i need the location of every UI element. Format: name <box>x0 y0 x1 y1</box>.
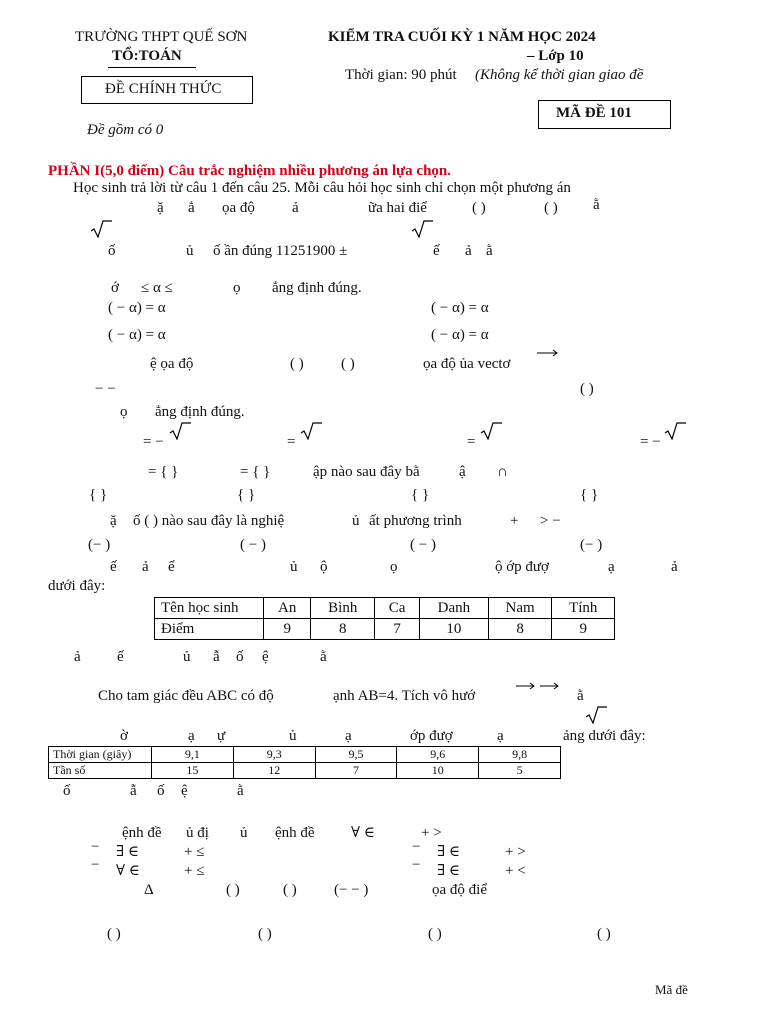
q6-set-b: = { } <box>240 464 271 480</box>
table-row <box>49 747 561 763</box>
q5-fragment: ẳng định đúng. <box>155 404 245 420</box>
table-row-label: Điểm <box>155 619 264 640</box>
q9-fragment: ế <box>117 649 124 665</box>
q13-fragment: ủ <box>240 825 248 841</box>
footer-code-label: Mã đề <box>655 982 688 997</box>
q6-option-c: { } <box>411 487 430 503</box>
q13-fragment: ủ đị <box>186 825 209 841</box>
q5-option-d: = − <box>640 434 661 450</box>
q8-fragment: ả <box>142 559 149 575</box>
q8-fragment: ủ <box>290 559 298 575</box>
q13-fragment: + > <box>421 825 442 841</box>
table-cell: 7 <box>315 763 397 779</box>
q3-option-b: ( − α) = α <box>431 300 489 316</box>
q6-option-a: { } <box>89 487 108 503</box>
q13-option-c: + > <box>505 844 526 860</box>
q8-fragment: ả <box>671 559 678 575</box>
table-cell: 12 <box>233 763 315 779</box>
exam-title: KIỂM TRA CUỐI KỲ 1 NĂM HỌC 2024 <box>328 29 596 45</box>
sqrt-icon <box>411 220 433 238</box>
table-header-cell: Ca <box>375 598 420 619</box>
q4-fragment: − − <box>95 381 116 397</box>
q6-fragment: ậ <box>459 464 466 480</box>
dept-underline <box>108 67 196 68</box>
q11-fragment: ạ <box>497 728 504 744</box>
q7-fragment: > − <box>540 513 561 529</box>
table-cell: 5 <box>479 763 561 779</box>
table-header-cell: 9,3 <box>233 747 315 763</box>
q6-fragment: ∩ <box>497 464 508 480</box>
q2-fragment: ố <box>108 243 116 259</box>
q9-fragment: ẫ <box>213 649 220 665</box>
pages-note: Đề gồm có 0 <box>87 122 164 138</box>
sqrt-icon <box>664 422 686 440</box>
table-cell: 10 <box>397 763 479 779</box>
sqrt-icon <box>90 220 112 238</box>
sqrt-icon <box>480 422 502 440</box>
q4-point-a: ( ) <box>290 356 304 372</box>
q1-fragment: ằ <box>593 197 600 213</box>
q6-fragment: ập nào sau đây bằ <box>313 464 420 480</box>
q13-fragment: ∀ ∈ <box>351 825 375 841</box>
q8-fragment: ộ <box>320 559 328 575</box>
q10-fragment: Cho tam giác đều ABC có độ <box>98 688 274 704</box>
q13-fragment: ệnh đề <box>122 825 162 841</box>
q8-fragment: ộ ớp đượ <box>495 559 549 575</box>
table-cell: 7 <box>375 619 420 640</box>
table-cell: 10 <box>419 619 488 640</box>
q7-fragment: ủ <box>352 513 360 529</box>
q3-fragment: ọ <box>233 280 241 296</box>
q4-point-b: ( ) <box>341 356 355 372</box>
q1-fragment: ả <box>292 200 299 216</box>
q1-point-a: ( ) <box>472 200 486 216</box>
q12-fragment: ố <box>157 783 165 799</box>
q1-point-b: ( ) <box>544 200 558 216</box>
q8-fragment: dưới đây: <box>48 578 106 594</box>
q3-option-c: ( − α) = α <box>108 327 166 343</box>
q13-option-a: − <box>91 839 100 855</box>
q3-fragment: ớ <box>111 280 119 296</box>
q11-fragment: ảng dưới đây: <box>563 728 646 744</box>
q1-fragment: ặ <box>157 200 164 216</box>
q7-fragment: ố ( ) nào sau đây là nghiệ <box>133 513 285 529</box>
q11-fragment: ớp đượ <box>410 728 453 744</box>
q11-fragment: ự <box>217 728 226 744</box>
q3-option-d: ( − α) = α <box>431 327 489 343</box>
q13-option-d: ∃ ∈ <box>437 863 460 879</box>
part1-title: PHẦN I(5,0 điểm) Câu trắc nghiệm nhiều phương án lựa chọn. <box>48 163 452 179</box>
q13-fragment: ệnh đề <box>275 825 315 841</box>
q5-option-b: = <box>287 434 296 450</box>
q4-answer: ( ) <box>580 381 594 397</box>
part1-instruction: Học sinh trả lời từ câu 1 đến câu 25. Mỗi câu hỏi học sinh chỉ chọn một phương án <box>73 180 571 196</box>
table-header-cell: Bình <box>311 598 375 619</box>
q2-fragment: ố ần đúng 11251900 ± <box>213 243 348 259</box>
table-cell: 9 <box>264 619 311 640</box>
q3-option-a: ( − α) = α <box>108 300 166 316</box>
table-header-cell: 9,5 <box>315 747 397 763</box>
table-cell: 9 <box>552 619 615 640</box>
q12-fragment: ẫ <box>130 783 137 799</box>
q5-option-a: = − <box>143 434 164 450</box>
q1-fragment: ữa hai điể <box>368 200 427 216</box>
q9-fragment: ả <box>74 649 81 665</box>
q13-option-b: ∀ ∈ <box>116 863 140 879</box>
q14-option-c: ( ) <box>428 926 442 942</box>
q9-fragment: ố <box>236 649 244 665</box>
q8-fragment: ạ <box>608 559 615 575</box>
q11-fragment: ạ <box>188 728 195 744</box>
q14-option-d: ( ) <box>597 926 611 942</box>
q2-fragment: ả <box>465 243 472 259</box>
q12-fragment: ố <box>63 783 71 799</box>
school-name: TRƯỜNG THPT QUẾ SƠN <box>75 29 248 45</box>
official-label: ĐỀ CHÍNH THỨC <box>105 81 222 97</box>
q14-option-b: ( ) <box>258 926 272 942</box>
q7-fragment: ặ <box>110 513 117 529</box>
q7-option-d: (− ) <box>580 537 603 553</box>
q1-fragment: ẳ <box>188 200 195 216</box>
q8-fragment: ọ <box>390 559 398 575</box>
q7-option-a: (− ) <box>88 537 111 553</box>
q9-fragment: ủ <box>183 649 191 665</box>
table-row <box>155 598 615 619</box>
q12-fragment: ằ <box>237 783 244 799</box>
table-row-label: Tần số <box>49 763 152 779</box>
q13-option-c: − <box>412 839 421 855</box>
q13-option-b: − <box>91 857 100 873</box>
table-cell: 15 <box>152 763 234 779</box>
vector-arrow-icon <box>537 349 559 357</box>
q13-option-b: + ≤ <box>184 863 205 879</box>
table-header-cell: 9,1 <box>152 747 234 763</box>
q1-fragment: ọa độ <box>222 200 255 216</box>
q3-fragment: ≤ α ≤ <box>141 280 173 296</box>
table-header-cell: Danh <box>419 598 488 619</box>
q8-fragment: ể <box>168 559 175 575</box>
table-row <box>49 763 561 779</box>
table-cell: 8 <box>311 619 375 640</box>
q14-fragment: ọa độ điể <box>432 882 487 898</box>
q4-fragment: ệ ọa độ <box>150 356 194 372</box>
table-cell: 8 <box>488 619 552 640</box>
table-row <box>155 619 615 640</box>
q14-fragment: Δ <box>144 882 154 898</box>
q13-option-c: ∃ ∈ <box>437 844 460 860</box>
exam-time-note: (Không kể thời gian giao đề <box>475 67 644 83</box>
q4-fragment: ọa độ ủa vectơ <box>423 356 511 372</box>
q6-option-d: { } <box>580 487 599 503</box>
q10-fragment: ạnh AB=4. Tích vô hướ <box>333 688 476 704</box>
q6-option-b: { } <box>237 487 256 503</box>
sqrt-icon <box>300 422 322 440</box>
q7-option-b: ( − ) <box>240 537 266 553</box>
table-header-cell: Tính <box>552 598 615 619</box>
q12-fragment: ệ <box>181 783 188 799</box>
q2-fragment: ủ <box>186 243 194 259</box>
q14-point-a: ( ) <box>226 882 240 898</box>
q6-set-a: = { } <box>148 464 179 480</box>
q14-point-b: ( ) <box>283 882 297 898</box>
department-name: TỔ:TOÁN <box>112 48 182 64</box>
q9-fragment: ệ <box>262 649 269 665</box>
q11-fragment: ờ <box>120 728 128 744</box>
q8-fragment: ế <box>110 559 117 575</box>
q14-option-a: ( ) <box>107 926 121 942</box>
q14-point-c: (− − ) <box>334 882 369 898</box>
q7-option-c: ( − ) <box>410 537 436 553</box>
q7-fragment: ất phương trình <box>369 513 462 529</box>
q11-fragment: ạ <box>345 728 352 744</box>
table-header-cell: 9,6 <box>397 747 479 763</box>
sqrt-icon <box>169 422 191 440</box>
table-header-cell: An <box>264 598 311 619</box>
table-header-cell: Nam <box>488 598 552 619</box>
vector-arrow-icon <box>516 682 560 690</box>
table-header-cell: 9,8 <box>479 747 561 763</box>
q5-fragment: ọ <box>120 404 128 420</box>
q3-fragment: ẳng định đúng. <box>272 280 362 296</box>
time-frequency-table <box>48 746 561 779</box>
sqrt-icon <box>585 706 607 724</box>
exam-time: Thời gian: 90 phút <box>345 67 457 83</box>
table-header-cell: Thời gian (giây) <box>49 747 152 763</box>
q13-option-d: − <box>412 857 421 873</box>
exam-grade: – Lớp 10 <box>527 48 584 64</box>
q10-fragment: ằ <box>577 688 584 704</box>
table-header-cell: Tên học sinh <box>155 598 264 619</box>
q7-fragment: + <box>510 513 519 529</box>
score-table <box>154 597 615 640</box>
exam-code: MÃ ĐỀ 101 <box>556 105 632 121</box>
q11-fragment: ủ <box>289 728 297 744</box>
q9-fragment: ằ <box>320 649 327 665</box>
q13-option-a: ∃ ∈ <box>116 844 139 860</box>
q2-fragment: ằ <box>486 243 493 259</box>
q5-option-c: = <box>467 434 476 450</box>
q13-option-a: + ≤ <box>184 844 205 860</box>
q2-fragment: ế <box>433 243 440 259</box>
q13-option-d: + < <box>505 863 526 879</box>
